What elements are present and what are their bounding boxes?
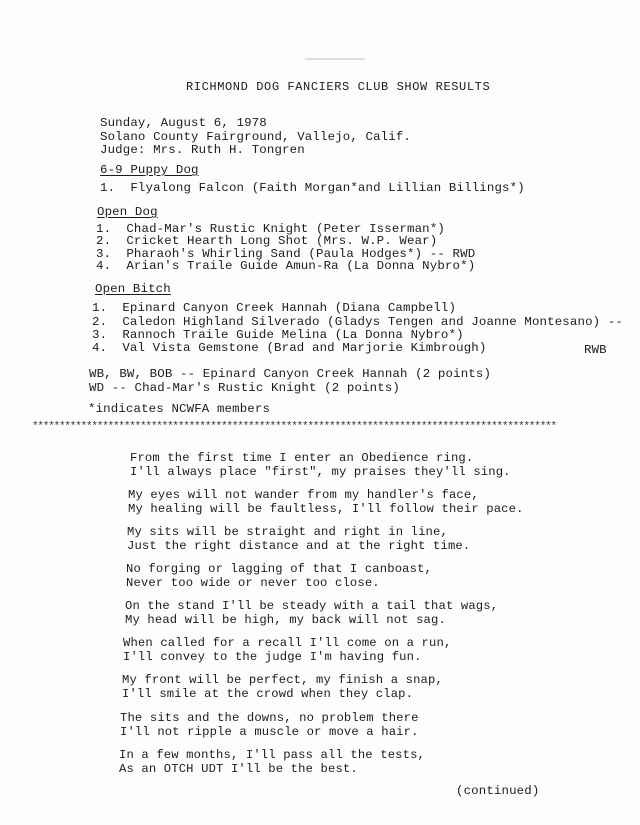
- poem-line: I'll not ripple a muscle or move a hair.: [120, 725, 419, 739]
- poem-line: The sits and the downs, no problem there: [120, 711, 419, 725]
- poem-line: My head will be high, my back will not sag.: [125, 613, 446, 627]
- poem-line: My sits will be straight and right in line,: [127, 525, 448, 539]
- poem-line: As an OTCH UDT I'll be the best.: [119, 762, 358, 776]
- poem-line: I'll always place "first", my praises they'll sing.: [130, 465, 511, 479]
- open-dog-heading: Open Dog: [97, 205, 158, 219]
- footnote: *indicates NCWFA members: [88, 402, 271, 416]
- poem-line: My healing will be faultless, I'll follow their pace.: [128, 502, 524, 516]
- poem-line: In a few months, I'll pass all the tests,: [119, 748, 426, 762]
- open-bitch-item: 1. Epinard Canyon Creek Hannah (Diana Campbell): [92, 301, 457, 315]
- poem-line: On the stand I'll be steady with a tail that wags,: [125, 599, 499, 613]
- open-bitch-item: 3. Rannoch Traile Guide Melina (La Donna Nybro*): [92, 328, 464, 342]
- winners-line: WD -- Chad-Mar's Rustic Knight (2 points): [89, 381, 401, 395]
- poem-line: When called for a recall I'll come on a run,: [123, 636, 452, 650]
- winners-line: WB, BW, BOB -- Epinard Canyon Creek Hannah (2 points): [89, 367, 492, 381]
- puppy-dog-item: 1. Flyalong Falcon (Faith Morgan*and Lillian Billings*): [100, 181, 525, 195]
- event-judge: Judge: Mrs. Ruth H. Tongren: [100, 143, 305, 157]
- open-bitch-item: 4. Val Vista Gemstone (Brad and Marjorie Kimbrough): [92, 341, 487, 355]
- poem-line: Never too wide or never too close.: [126, 576, 380, 590]
- poem-line: No forging or lagging of that I canboast,: [126, 562, 433, 576]
- rwb-label: RWB: [584, 343, 607, 357]
- puppy-dog-heading: 6-9 Puppy Dog: [100, 163, 199, 177]
- document-title: RICHMOND DOG FANCIERS CLUB SHOW RESULTS: [186, 80, 491, 94]
- open-bitch-item: 2. Caledon Highland Silverado (Gladys Tengen and Joanne Montesano) --: [92, 315, 623, 329]
- open-dog-item: 3. Pharaoh's Whirling Sand (Paula Hodges*) -- RWD: [96, 247, 476, 261]
- asterisk-divider: *************************************************************************************************: [32, 421, 556, 433]
- continued-note: (continued): [456, 784, 540, 798]
- poem-line: My front will be perfect, my finish a snap,: [122, 673, 443, 687]
- event-date: Sunday, August 6, 1978: [100, 116, 267, 130]
- faint-stamp-mark: [305, 58, 365, 60]
- open-bitch-heading: Open Bitch: [95, 282, 171, 296]
- open-dog-item: 4. Arian's Traile Guide Amun-Ra (La Donna Nybro*): [96, 259, 476, 273]
- poem-line: I'll smile at the crowd when they clap.: [122, 687, 414, 701]
- event-location: Solano County Fairground, Vallejo, Calif.: [100, 130, 412, 144]
- poem-line: I'll convey to the judge I'm having fun.: [123, 650, 422, 664]
- poem-line: From the first time I enter an Obedience ring.: [130, 451, 474, 465]
- open-dog-item: 1. Chad-Mar's Rustic Knight (Peter Isserman*): [96, 222, 445, 236]
- open-dog-item: 2. Cricket Hearth Long Shot (Mrs. W.P. Wear): [96, 234, 438, 248]
- poem-line: Just the right distance and at the right time.: [127, 539, 471, 553]
- poem-line: My eyes will not wander from my handler's face,: [128, 488, 479, 502]
